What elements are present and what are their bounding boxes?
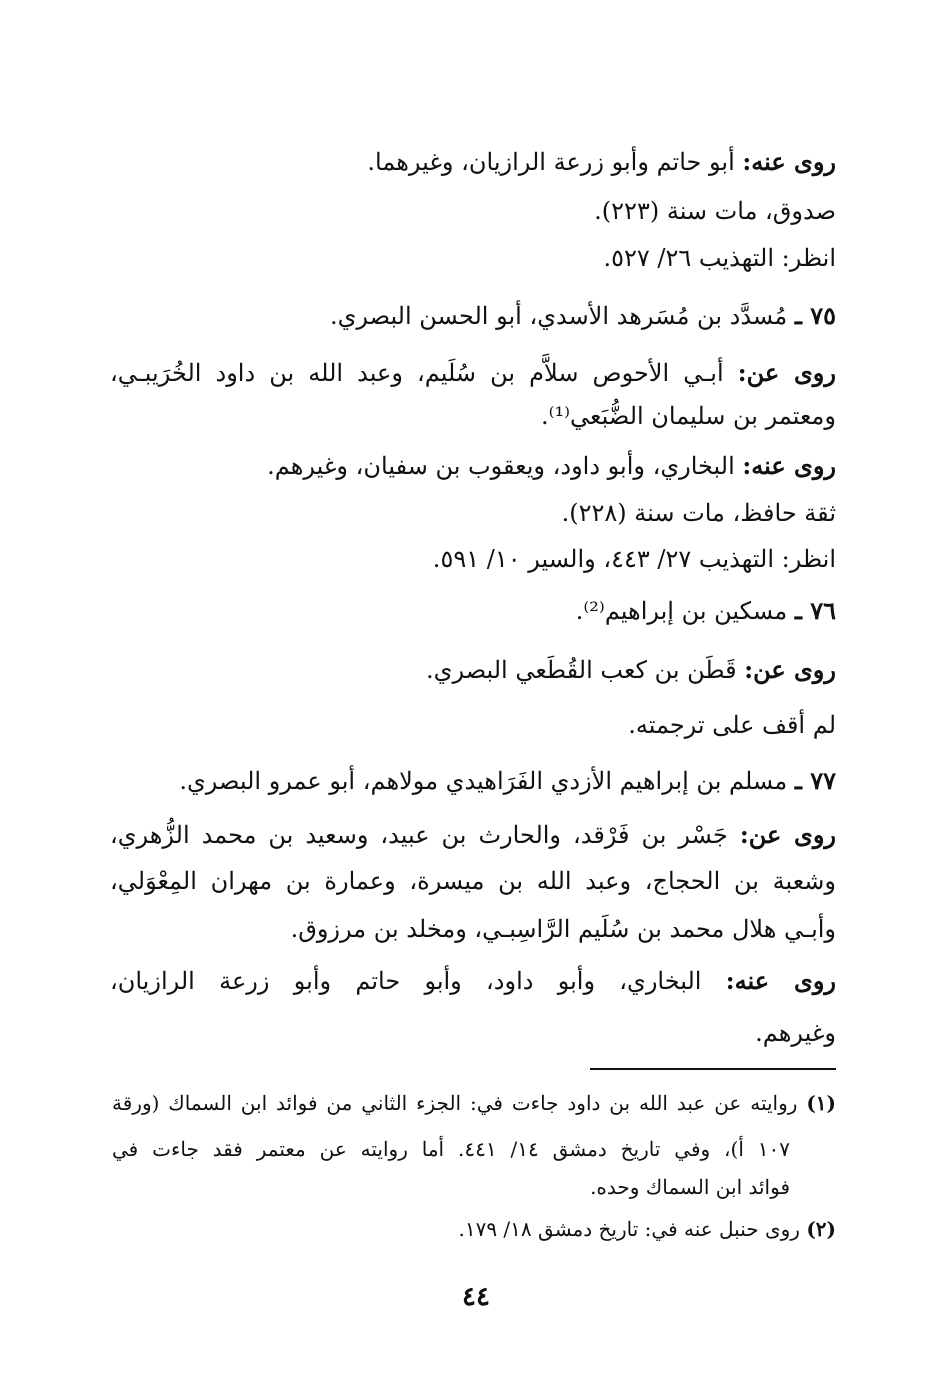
entry-77-heading: ٧٧ ـ مسلم بن إبراهيم الأزدي الفَرَاهيدي مولاهم، أبو عمرو البصري. xyxy=(179,766,836,795)
body-line-16: وأبـي هلال محمد بن سُلَيم الرَّاسِبـي، ومخلد بن مرزوق. xyxy=(290,915,836,943)
footnote-1-line-3: فوائد ابن السماك وحده. xyxy=(590,1175,790,1199)
body-line-9: انظر: التهذيب ٢٧/ ٤٤٣، والسير ١٠/ ٥٩١. xyxy=(432,545,836,573)
body-line-1: روى عنه: أبو حاتم وأبو زرعة الرازيان، وغيرهما. xyxy=(367,147,836,176)
body-line-5: روى عن: أبـي الأحوص سلاَّم بن سُلَيم، وعبد الله بن داود الخُرَيبـي، xyxy=(110,358,836,387)
body-line-17: روى عنه: البخاري، وأبو داود، وأبو حاتم وأبو زرعة الرازيان، xyxy=(110,966,837,995)
footnote-divider xyxy=(590,1068,836,1070)
body-line-14: روى عن: جَسْر بن فَرْقد، والحارث بن عبيد، وسعيد بن محمد الزُّهري، xyxy=(110,820,837,849)
body-line-6: ومعتمر بن سليمان الضُّبَعي⁽¹⁾. xyxy=(541,402,836,430)
body-line-8: ثقة حافظ، مات سنة (٢٢٨). xyxy=(561,499,836,527)
body-line-3: انظر: التهذيب ٢٦/ ٥٢٧. xyxy=(603,244,836,272)
entry-76-heading: ٧٦ ـ مسكين بن إبراهيم⁽²⁾. xyxy=(575,596,836,625)
footnote-2: (٢) روى حنبل عنه في: تاريخ دمشق ١٨/ ١٧٩. xyxy=(458,1217,836,1241)
footnote-1-line-1: (١) روايته عن عبد الله بن داود جاءت في: الجزء الثاني من فوائد ابن السماك (ورقة xyxy=(112,1091,837,1115)
body-line-15: وشعبة بن الحجاج، وعبد الله بن ميسرة، وعمارة بن مهران المِعْوَلي، xyxy=(110,867,836,895)
page-number: ٤٤ xyxy=(462,1282,490,1312)
body-line-11: روى عن: قَطَن بن كعب القُطَعي البصري. xyxy=(426,655,836,684)
body-line-12: لم أقف على ترجمته. xyxy=(628,711,836,739)
footnote-1-line-2: ١٠٧ أ)، وفي تاريخ دمشق ١٤/ ٤٤١. أما روايته عن معتمر فقد جاءت في xyxy=(112,1137,790,1161)
entry-75-heading: ٧٥ ـ مُسدَّد بن مُسَرهد الأسدي، أبو الحسن البصري. xyxy=(329,301,836,330)
body-line-2: صدوق، مات سنة (٢٢٣). xyxy=(594,197,836,225)
body-line-7: روى عنه: البخاري، وأبو داود، ويعقوب بن سفيان، وغيرهم. xyxy=(267,451,836,480)
body-line-18: وغيرهم. xyxy=(755,1019,836,1047)
